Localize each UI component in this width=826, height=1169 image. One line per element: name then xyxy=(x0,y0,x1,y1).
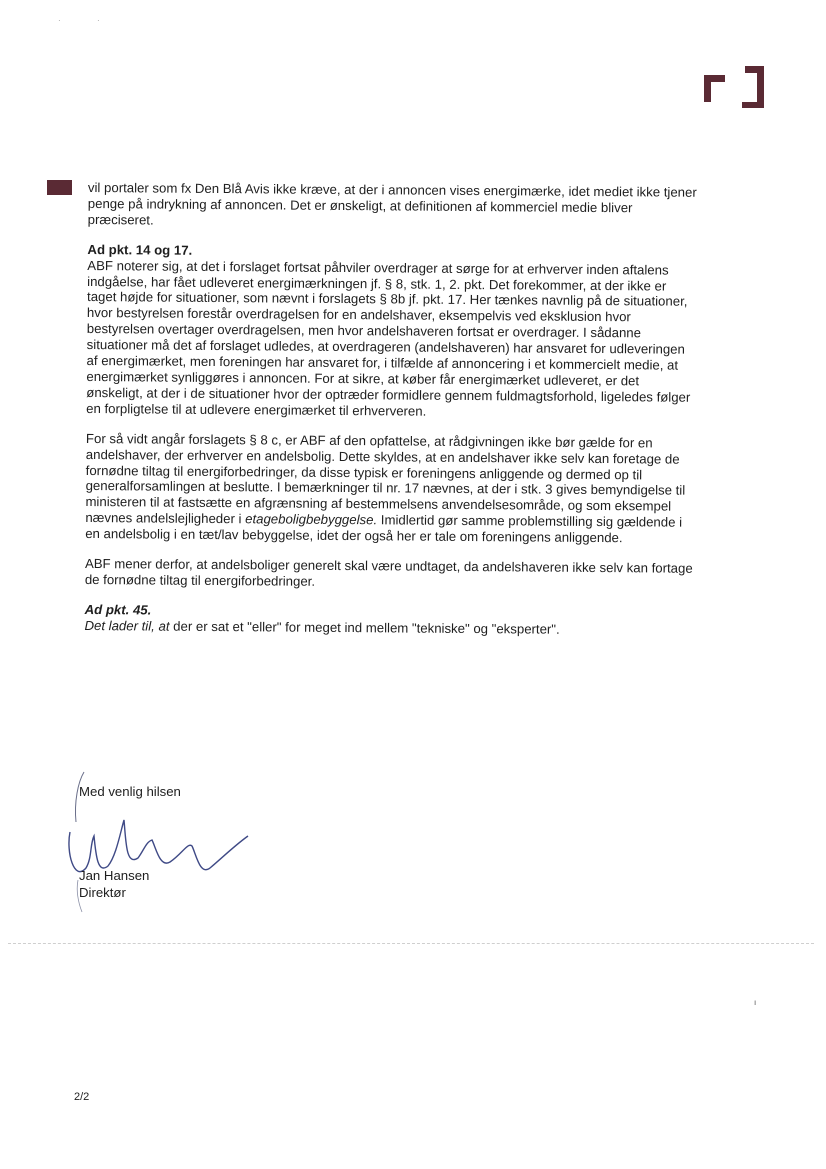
letter-body xyxy=(84,180,700,652)
paragraph-conclusion xyxy=(85,556,697,593)
margin-marker xyxy=(47,180,72,195)
section-heading: Ad pkt. 45. xyxy=(84,601,152,618)
page-number: 2/2 xyxy=(74,1091,90,1103)
closing-salutation: Med venlig hilsen xyxy=(79,784,181,799)
signatory-name: Jan Hansen xyxy=(79,868,150,883)
paragraph-text: For så vidt angår forslagets § 8 c, er ABF af den opfattelse, at rådgivningen ikke bør gælde for en andelshaver, der erhverver en andelsbolig. Dette skyldes, at en andelshaver ikke selv kan foretage de fornødne tiltag til energiforbedringer, da disse typisk er foreningens anliggende og dermed op til generalforsamlingen at beslutte. I bemærkninger til nr. 17 nævnes, at der i stk. 3 gives bemyndigelse til ministeren til at fastsætte en afgrænsning af bestemmelsens anvendelsesområde, og som eksempel nævnes andelslejligheder i xyxy=(85,430,686,527)
section-heading: Ad pkt. 14 og 17. xyxy=(87,241,193,258)
paragraph-text: der er sat et "eller" for meget ind mellem "tekniske" og "eksperter". xyxy=(169,618,560,637)
paragraph-8c xyxy=(85,431,698,547)
scan-speck: · xyxy=(97,16,100,25)
paragraph-pkt-45 xyxy=(84,618,696,639)
paragraph-pkt-14-17 xyxy=(86,258,699,422)
paragraph-text: ABF mener derfor, at andelsboliger generelt skal være undtaget, da andelshaveren ikke selv kan fortage de fornødne tiltag til energiforbedringer. xyxy=(84,556,693,589)
scan-speck: · xyxy=(58,16,61,25)
paragraph-text: ABF noterer sig, at det i forslaget fortsat påhviler overdrager at sørge for at erhverver inden aftalens indgåelse, har fået udleveret energimærkningen jf. § 8, stk. 1, 2. pkt. Det forekommer, at der ikke er taget højde for situationer, som nævnt i forslagets § 8b jf. pkt. 17. Her tænkes navnlig på de situationer, hvor bestyrelsen forestår overdragelsen for en andelshaver, eksempelvis ved eksklusion hvor bestyrelsen overtager overdragelsen, men hvor andelshaveren fortsat er overdrager. I sådanne situationer må det af forslaget udledes, at overdrageren (andelshaveren) har ansvaret for udleveringen af energimærket, men foreningen har ansvaret for, i tilfælde af annoncering i et kommercielt medie, at energimærket synliggøres i annoncen. For at sikre, at køber får energimærket udleveret, er det ønskeligt, at der i de situationer hvor der optræder formidlere gennem fuldmagtsforhold, ligeledes følger en forpligtelse til at udlevere energimærket til erhververen. xyxy=(86,257,691,419)
emphasis-text: etageboligbebyggelse. xyxy=(245,511,378,528)
scan-mark: ı xyxy=(754,998,757,1007)
paragraph-text: Imidlertid gør samme problemstilling sig gældende i en andelsbolig i en tæt/lav bebyggelse, idet der også her er tale om foreningens anliggende. xyxy=(85,512,683,546)
emphasis-text: Det lader til, at xyxy=(84,617,170,634)
page-divider xyxy=(8,943,814,945)
paragraph-intro xyxy=(88,180,700,233)
signatory-title: Direktør xyxy=(79,885,126,900)
paragraph-text: vil portaler som fx Den Blå Avis ikke kræve, at der i annoncen vises energimærke, idet mediet ikke tjener penge på indrykning af annoncen. Det er ønskeligt, at definitionen af kommerciel medie bliver præciseret. xyxy=(87,180,697,228)
corner-bracket-logo-icon xyxy=(704,66,764,112)
